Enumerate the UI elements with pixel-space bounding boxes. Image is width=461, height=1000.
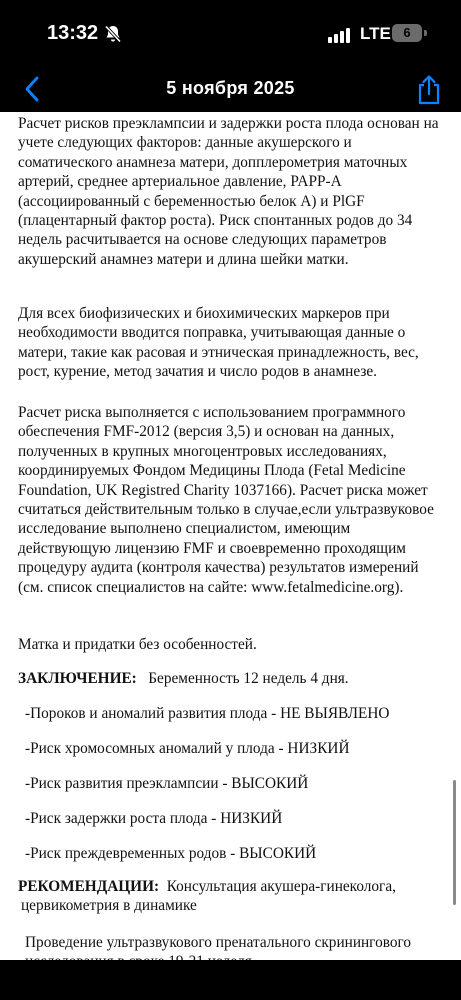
conclusion-label: ЗАКЛЮЧЕНИЕ: <box>18 670 137 687</box>
scrollbar[interactable] <box>453 780 456 905</box>
findings-list <box>25 704 445 879</box>
signal-icon <box>328 27 354 43</box>
page-title: 5 ноября 2025 <box>166 78 295 98</box>
recommendations-text: Консультация акушера-гинеколога, <box>166 878 396 895</box>
bottom-bar <box>0 960 461 1000</box>
battery-tip <box>424 30 427 36</box>
list-item: -Риск задержки роста плода - НИЗКИЙ <box>25 810 283 827</box>
list-item: -Пороков и аномалий развития плода - НЕ ВЫЯВЛЕНО <box>25 705 390 722</box>
navigation-bar <box>0 64 461 112</box>
document-view[interactable] <box>0 112 461 960</box>
recommendations-label: РЕКОМЕНДАЦИИ: <box>18 878 160 895</box>
recommendations-text-2: цервикометрия в динамике <box>21 897 197 915</box>
paragraph-software: Расчет риска выполняется с использованием программного обеспечения FMF-2012 (версия 3,5) и основан на данных, полученных в крупных многоцентровых исследованиях, координируемых Фондом Медицины Плода (Fetal Medicine Foundation, UK Registred Charity 1037166). Расчет риска может считаться действительным только в случае,если ультразвуковое исследование выполнено специалистом, имеющим действующую лицензию FMF и своевременно проходящим процедуру аудита (контроля качества) результатов измерений (см. список специалистов на сайте: www.fetalmedicine.org). <box>18 404 434 596</box>
conclusion <box>18 669 349 688</box>
battery-level: 6 <box>403 25 411 40</box>
bell-slash-icon <box>103 24 123 44</box>
share-icon[interactable] <box>414 74 444 106</box>
list-item: -Риск развития преэклампсии - ВЫСОКИЙ <box>25 775 309 792</box>
recommendations <box>18 877 396 916</box>
conclusion-text: Беременность 12 недель 4 дня. <box>148 670 349 687</box>
list-item: -Риск хромосомных аномалий у плода - НИЗКИЙ <box>25 740 350 757</box>
paragraph-uterus: Матка и придатки без особенностей. <box>18 636 257 653</box>
battery-icon <box>392 24 422 42</box>
list-item: -Риск преждевременных родов - ВЫСОКИЙ <box>25 845 317 862</box>
screening-line-1: Проведение ультразвукового пренатального скринингового <box>25 934 412 951</box>
paragraph-markers: Для всех биофизических и биохимических маркеров при необходимости вводится поправка, учитывающая данные о матери, такие как расовая и этническая принадлежность, вес, рост, курение, метод зачатия и число родов в анамнезе. <box>18 305 419 381</box>
status-bar <box>0 0 461 64</box>
network-type: LTE <box>360 24 391 43</box>
paragraph-risk-calculation: Расчет рисков преэклампсии и задержки роста плода основан на учете следующих факторов: данные акушерского и соматического анамнеза матери, допплерометрия маточных артерий, среднее артериальное давление, PAPP-A (ассоциированный с беременностью белок А) и PlGF (плацентарный фактор роста). Риск спонтанных родов до 34 недель расчитывается на основе следующих параметров акушерский анамнез матери и длина шейки матки. <box>18 115 439 268</box>
status-time: 13:32 <box>47 22 99 44</box>
